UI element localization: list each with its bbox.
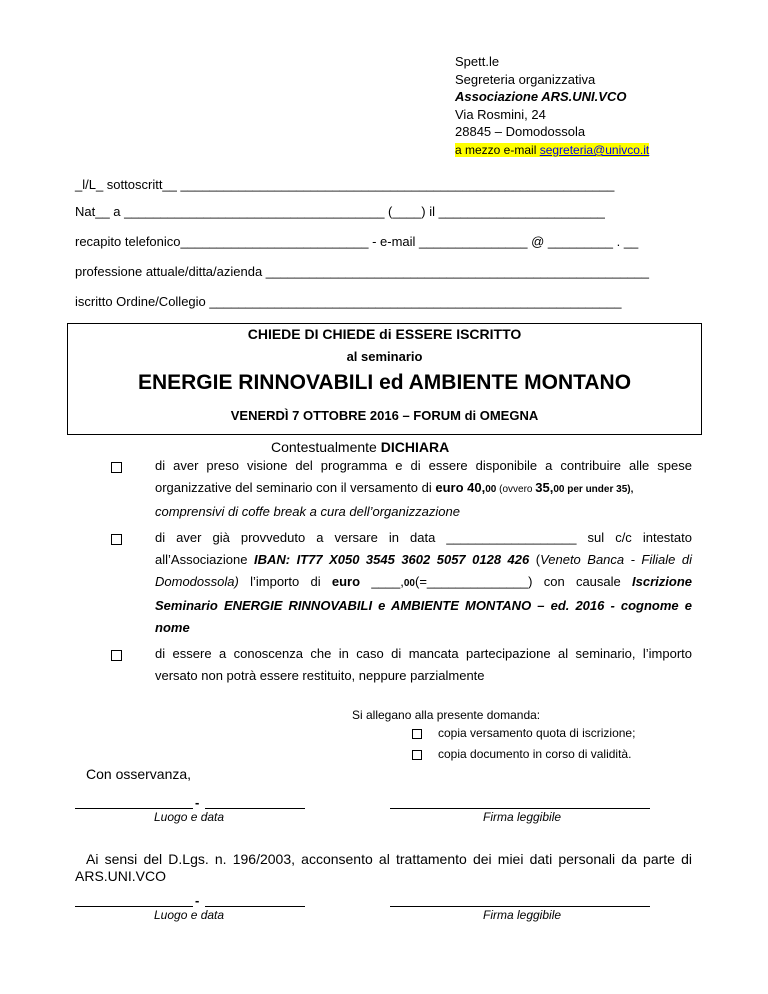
place-date-label: Luogo e data — [154, 908, 225, 922]
item2-text — [155, 527, 692, 639]
item2-i: (=______________) con causale — [414, 574, 633, 589]
place-date-line-2[interactable] — [205, 808, 305, 809]
declares-heading — [271, 439, 449, 455]
item2-euro: euro — [331, 574, 361, 589]
item2-e: l’importo di — [238, 574, 332, 589]
email-link[interactable]: segreteria@univco.it — [539, 143, 650, 157]
item2-iban: IBAN: IT77 X050 3545 3602 5057 0128 426 — [253, 552, 530, 567]
closing: Con osservanza, — [86, 766, 192, 782]
item2-reason: Iscrizione Seminario ENERGIE RINNOVABILI e AMBIENTE MONTANO – ed. 2016 - cognome e nome — [155, 574, 692, 635]
send-via — [455, 143, 649, 157]
place-date-line[interactable] — [75, 906, 193, 907]
item1-f: 00 per under 35), — [553, 484, 634, 495]
checkbox-attachment1[interactable] — [412, 729, 422, 739]
recipient-line: Spett.le — [455, 54, 500, 69]
signature-label: Firma leggibile — [483, 810, 562, 824]
item2-h: 00 — [403, 578, 415, 589]
send-via-prefix: a mezzo e-mail — [455, 143, 540, 157]
place-date-line-2[interactable] — [205, 906, 305, 907]
request-subline: al seminario — [346, 349, 423, 364]
field-undersigned[interactable]: _l/L_ sottoscritt__ ____________________________________________________________ — [75, 177, 615, 192]
field-born[interactable]: Nat__ a ____________________________________ (____) il _______________________ — [75, 204, 605, 219]
signature-label: Firma leggibile — [483, 908, 562, 922]
declares-prefix: Contestualmente — [271, 439, 381, 455]
item3-text: di essere a conoscenza che in caso di mancata partecipazione al seminario, l’importo versato non potrà essere restituito, neppure parzialmente — [155, 646, 692, 683]
seminar-title: ENERGIE RINNOVABILI ed AMBIENTE MONTANO — [137, 371, 632, 394]
item1-a: di aver preso visione del programma e di essere disponibile a contribuire alle spese organizzative del seminario con il versamento di — [155, 458, 692, 495]
attachment1-label: copia versamento quota di iscrizione; — [438, 726, 636, 740]
recipient-line: Segreteria organizzativa — [455, 71, 596, 87]
request-line: CHIEDE DI CHIEDE di ESSERE ISCRITTO — [247, 326, 522, 342]
item1-e: 35, — [535, 480, 554, 495]
checkbox-item3[interactable] — [111, 650, 122, 661]
recipient-line: 28845 – Domodossola — [455, 124, 586, 139]
signature-line[interactable] — [390, 808, 650, 809]
seminar-date: VENERDÌ 7 OTTOBRE 2016 – FORUM di OMEGNA — [230, 408, 539, 423]
place-date-line[interactable] — [75, 808, 193, 809]
attachments-intro: Si allegano alla presente domanda: — [352, 708, 541, 722]
item1-d: (ovvero — [496, 484, 536, 495]
item1-g: comprensivi di coffe break a cura dell’organizzazione — [155, 504, 460, 519]
item1-text — [155, 455, 692, 523]
field-phone-email[interactable]: recapito telefonico__________________________ - e-mail _______________ @ _________ . __ — [75, 234, 639, 249]
item1-b: euro 40, — [435, 480, 486, 495]
recipient-org: Associazione ARS.UNI.VCO — [455, 89, 627, 104]
checkbox-item2[interactable] — [111, 534, 122, 545]
checkbox-attachment2[interactable] — [412, 750, 422, 760]
item2-a: di aver già provveduto a versare in data __________________ sul c/c intestato all’Associazione — [155, 530, 692, 567]
item2-bank: Veneto Banca - Filiale di Domodossola) — [155, 552, 692, 589]
request-box — [67, 323, 702, 435]
item1-c: 00 — [485, 484, 497, 495]
recipient-line: Via Rosmini, 24 — [455, 106, 546, 122]
place-date-label: Luogo e data — [154, 810, 225, 824]
field-profession[interactable]: professione attuale/ditta/azienda _____________________________________________________ — [75, 264, 649, 279]
dash: - — [195, 893, 200, 908]
item2-g: ____, — [360, 574, 404, 589]
declares-bold: DICHIARA — [380, 439, 450, 455]
recipient-address — [455, 53, 626, 141]
checkbox-item1[interactable] — [111, 462, 122, 473]
field-registered[interactable]: iscritto Ordine/Collegio _________________________________________________________ — [75, 294, 622, 309]
privacy-consent: Ai sensi del D.Lgs. n. 196/2003, acconsento al trattamento dei miei dati personali da parte di ARS.UNI.VCO — [75, 851, 692, 884]
signature-line[interactable] — [390, 906, 650, 907]
dash: - — [195, 795, 200, 810]
attachment2-label: copia documento in corso di validità. — [438, 747, 632, 761]
item2-c: ( — [529, 552, 541, 567]
